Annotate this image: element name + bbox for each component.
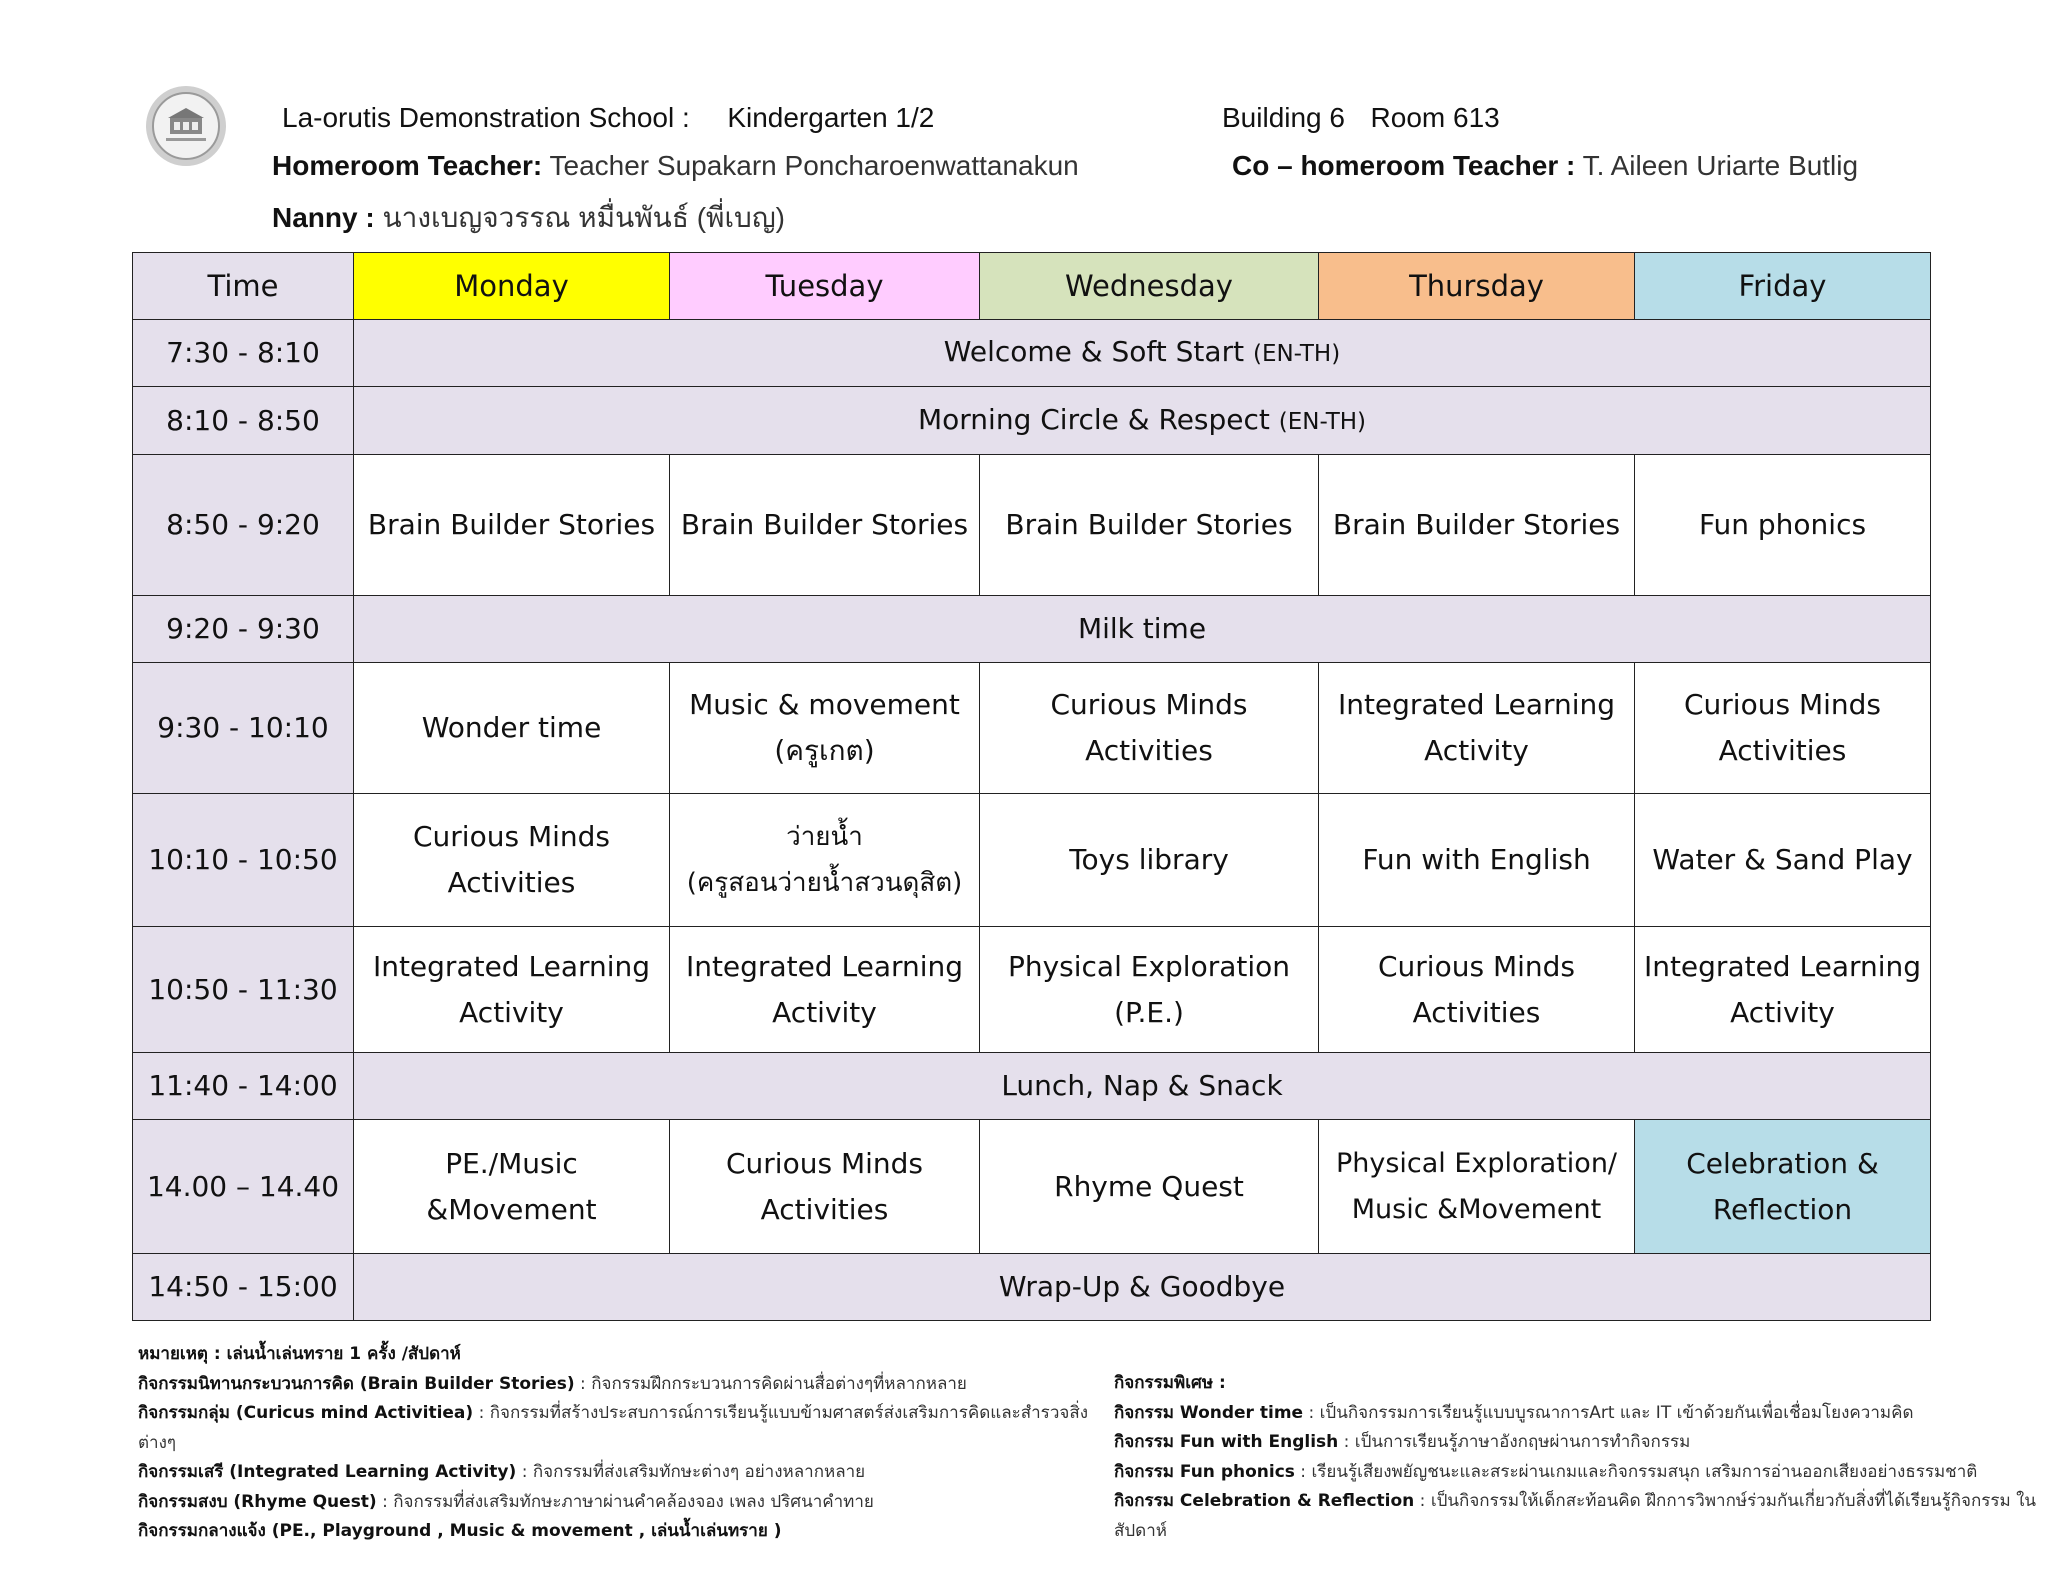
note-line xyxy=(1114,1399,2036,1429)
time-cell: 8:50 - 9:20 xyxy=(133,455,354,596)
note-term: กิจกรรมเสรี (Integrated Learning Activity) xyxy=(138,1462,517,1482)
activity-cell xyxy=(670,455,980,596)
note-line xyxy=(138,1517,1088,1547)
activity-cell xyxy=(980,927,1319,1053)
activity-line: Activity xyxy=(1730,995,1835,1029)
nanny-name: นางเบญจวรรณ หมื่นพันธ์ (พี่เบญ) xyxy=(382,202,785,233)
activity-cell xyxy=(1319,794,1635,927)
activity-cell xyxy=(980,455,1319,596)
activity-line: ว่ายน้ำ xyxy=(786,822,863,852)
activity-cell xyxy=(670,927,980,1053)
activity-cell xyxy=(1319,1120,1635,1254)
note-text: : กิจกรรมที่สร้างประสบการณ์การเรียนรู้แบบข้ามศาสตร์ส่งเสริมการคิดและสำรวจสิ่ง xyxy=(473,1403,1089,1423)
nanny-label: Nanny : xyxy=(272,202,375,233)
table-row xyxy=(133,455,1931,596)
note-text: : เป็นกิจกรรมให้เด็กสะท้อนคิด ฝึกการวิพากษ์ร่วมกันเกี่ยวกับสิ่งที่ได้เรียนรู้กิจกรรม ใน xyxy=(1414,1491,2037,1511)
shared-activity-cell: Milk time xyxy=(354,596,1931,663)
activity-cell xyxy=(354,455,670,596)
activity-line: Rhyme Quest xyxy=(1054,1169,1244,1203)
note-text: : กิจกรรมที่ส่งเสริมทักษะต่างๆ อย่างหลากหลาย xyxy=(516,1462,866,1482)
activity-line: (ครูสอนว่ายน้ำสวนดุสิต) xyxy=(686,868,963,898)
activity-line: &Movement xyxy=(426,1192,597,1226)
activity-line: Integrated Learning xyxy=(1643,949,1922,983)
header-friday: Friday xyxy=(1635,253,1931,320)
shared-activity-note: (EN-TH) xyxy=(1252,341,1341,367)
shared-activity-cell: Wrap-Up & Goodbye xyxy=(354,1254,1931,1321)
activity-cell xyxy=(670,1120,980,1254)
activity-line: Integrated Learning xyxy=(685,949,964,983)
activity-cell-celebration xyxy=(1635,1120,1931,1254)
activity-line: Curious Minds xyxy=(1378,949,1575,983)
school-logo xyxy=(144,84,228,168)
activity-line: Curious Minds xyxy=(413,820,610,853)
time-cell: 14.00 – 14.40 xyxy=(133,1120,354,1254)
class-name: Kindergarten 1/2 xyxy=(727,102,935,133)
school-line xyxy=(282,102,934,134)
note-line xyxy=(138,1340,1088,1370)
activity-cell xyxy=(354,794,670,927)
school-label: La-orutis Demonstration School : xyxy=(282,102,690,133)
note-term: กิจกรรม Fun with English xyxy=(1114,1432,1339,1452)
activity-line: (ครูเกต) xyxy=(774,734,875,767)
time-cell: 9:20 - 9:30 xyxy=(133,596,354,663)
time-cell: 7:30 - 8:10 xyxy=(133,320,354,387)
note-term: กิจกรรม Fun phonics xyxy=(1114,1461,1295,1482)
header-thursday: Thursday xyxy=(1319,253,1635,320)
table-row xyxy=(133,927,1931,1053)
homeroom-line xyxy=(272,150,1079,182)
activity-cell xyxy=(980,663,1319,794)
table-row xyxy=(133,663,1931,794)
activity-cell xyxy=(1635,663,1931,794)
note-line xyxy=(1114,1428,2036,1458)
co-homeroom-teacher: T. Aileen Uriarte Butlig xyxy=(1582,150,1859,181)
activity-line: Activities xyxy=(1412,995,1541,1029)
activity-cell xyxy=(980,794,1319,927)
table-row xyxy=(133,1120,1931,1254)
header-monday: Monday xyxy=(354,253,670,320)
note-term: กิจกรรมพิเศษ : xyxy=(1114,1373,1226,1393)
shared-activity-note: (EN-TH) xyxy=(1278,408,1367,435)
note-text: สัปดาห์ xyxy=(1114,1520,1167,1541)
activity-line: Activity xyxy=(459,995,564,1029)
co-homeroom-line xyxy=(1232,150,1858,182)
activity-line: Celebration & xyxy=(1686,1146,1879,1180)
activity-line: Activity xyxy=(1424,734,1529,767)
activity-cell xyxy=(1319,927,1635,1053)
activity-line: Wonder time xyxy=(421,711,602,744)
note-line xyxy=(138,1488,1088,1518)
activity-line: Brain Builder Stories xyxy=(1005,508,1293,541)
activity-cell xyxy=(670,794,980,927)
note-term: กิจกรรม Wonder time xyxy=(1114,1402,1304,1423)
activity-line: Water & Sand Play xyxy=(1652,843,1913,876)
note-text: : กิจกรรมฝึกกระบวนการคิดผ่านสื่อต่างๆที่หลากหลาย xyxy=(574,1373,967,1394)
note-term: กิจกรรมสงบ (Rhyme Quest) xyxy=(138,1491,377,1512)
header-tuesday: Tuesday xyxy=(670,253,980,320)
activity-line: Music & movement xyxy=(689,688,960,721)
shared-activity-cell xyxy=(354,320,1931,387)
activity-line: Curious Minds xyxy=(1050,688,1248,721)
note-term: กิจกรรมนิทานกระบวนการคิด (Brain Builder Stories) xyxy=(138,1373,575,1394)
note-text: : เป็นกิจกรรมการเรียนรู้แบบบูรณาการArt และ IT เข้าด้วยกันเพื่อเชื่อมโยงความคิด xyxy=(1303,1402,1914,1423)
activity-cell xyxy=(354,1120,670,1254)
notes-right xyxy=(1114,1369,2036,1546)
activity-cell xyxy=(354,663,670,794)
note-text: ต่างๆ xyxy=(138,1432,177,1453)
header-time: Time xyxy=(133,253,354,320)
homeroom-teacher: Teacher Supakarn Poncharoenwattanakun xyxy=(549,150,1079,181)
activity-cell xyxy=(980,1120,1319,1254)
activity-line: Activities xyxy=(1085,734,1213,767)
co-homeroom-label: Co – homeroom Teacher : xyxy=(1232,150,1576,181)
notes-left xyxy=(138,1340,1088,1547)
table-row xyxy=(133,1254,1931,1321)
table-row xyxy=(133,1053,1931,1120)
note-line xyxy=(138,1370,1088,1400)
table-row xyxy=(133,320,1931,387)
shared-activity-cell: Lunch, Nap & Snack xyxy=(354,1053,1931,1120)
header-wednesday: Wednesday xyxy=(980,253,1319,320)
nanny-line xyxy=(272,196,785,240)
activity-line: Toys library xyxy=(1069,843,1229,876)
time-cell: 10:10 - 10:50 xyxy=(133,794,354,927)
activity-line: (P.E.) xyxy=(1114,995,1184,1029)
note-term: กิจกรรม Celebration & Reflection xyxy=(1114,1491,1415,1511)
note-line xyxy=(1114,1517,2036,1547)
note-line xyxy=(1114,1458,2036,1488)
shared-activity: Welcome & Soft Start xyxy=(943,335,1245,368)
activity-cell xyxy=(670,663,980,794)
header-row xyxy=(133,253,1931,320)
activity-line: Activities xyxy=(447,866,576,899)
note-term: หมายเหตุ : เล่นน้ำเล่นทราย 1 ครั้ง /สัปดาห์ xyxy=(138,1344,461,1364)
activity-line: Brain Builder Stories xyxy=(1332,508,1621,541)
activity-cell xyxy=(1635,455,1931,596)
activity-line: Curious Minds xyxy=(1684,688,1881,721)
note-line xyxy=(1114,1369,2036,1399)
note-line xyxy=(1114,1487,2036,1517)
shared-activity-cell xyxy=(354,387,1931,455)
time-cell: 11:40 - 14:00 xyxy=(133,1053,354,1120)
activity-cell xyxy=(1319,663,1635,794)
activity-line: Reflection xyxy=(1712,1192,1853,1226)
activity-line: Physical Exploration xyxy=(1007,949,1291,983)
activity-line: Integrated Learning xyxy=(1337,688,1616,721)
activity-line: Music &Movement xyxy=(1351,1193,1602,1225)
room: Room 613 xyxy=(1370,102,1500,133)
activity-line: Activities xyxy=(1718,734,1847,767)
activity-line: PE./Music xyxy=(445,1146,578,1180)
activity-line: Brain Builder Stories xyxy=(680,508,969,541)
note-line xyxy=(138,1458,1088,1488)
table-row xyxy=(133,794,1931,927)
activity-line: Physical Exploration/ xyxy=(1335,1147,1618,1179)
activity-cell xyxy=(354,927,670,1053)
time-cell: 9:30 - 10:10 xyxy=(133,663,354,794)
activity-cell xyxy=(1635,794,1931,927)
shared-activity: Morning Circle & Respect xyxy=(917,402,1270,436)
activity-line: Fun with English xyxy=(1362,843,1591,876)
activity-cell xyxy=(1635,927,1931,1053)
table-row xyxy=(133,387,1931,455)
note-line xyxy=(138,1399,1088,1429)
note-line xyxy=(138,1429,1088,1459)
building-line xyxy=(1222,102,1500,134)
building: Building 6 xyxy=(1222,102,1345,133)
activity-line: Fun phonics xyxy=(1698,508,1867,541)
note-term: กิจกรรมกลางแจ้ง (PE., Playground , Music & movement , เล่นน้ำเล่นทราย ) xyxy=(138,1521,782,1541)
time-cell: 14:50 - 15:00 xyxy=(133,1254,354,1321)
note-text: : เรียนรู้เสียงพยัญชนะและสระผ่านเกมและกิจกรรมสนุก เสริมการอ่านออกเสียงอย่างธรรมชาติ xyxy=(1294,1461,1978,1482)
homeroom-label: Homeroom Teacher: xyxy=(272,150,543,181)
note-text: : กิจกรรมที่ส่งเสริมทักษะภาษาผ่านคำคล้องจอง เพลง ปริศนาคำทาย xyxy=(376,1491,874,1512)
activity-cell xyxy=(1319,455,1635,596)
table-row xyxy=(133,596,1931,663)
activity-line: Activities xyxy=(760,1192,889,1226)
activity-line: Integrated Learning xyxy=(372,949,651,983)
schedule-table xyxy=(132,252,1931,1321)
activity-line: Activity xyxy=(772,995,877,1029)
activity-line: Brain Builder Stories xyxy=(367,508,656,541)
note-term: กิจกรรมกลุ่ม (Curicus mind Activitiea) xyxy=(138,1403,474,1423)
activity-line: Curious Minds xyxy=(726,1146,923,1180)
time-cell: 10:50 - 11:30 xyxy=(133,927,354,1053)
time-cell: 8:10 - 8:50 xyxy=(133,387,354,455)
note-text: : เป็นการเรียนรู้ภาษาอังกฤษผ่านการทำกิจกรรม xyxy=(1338,1432,1691,1452)
